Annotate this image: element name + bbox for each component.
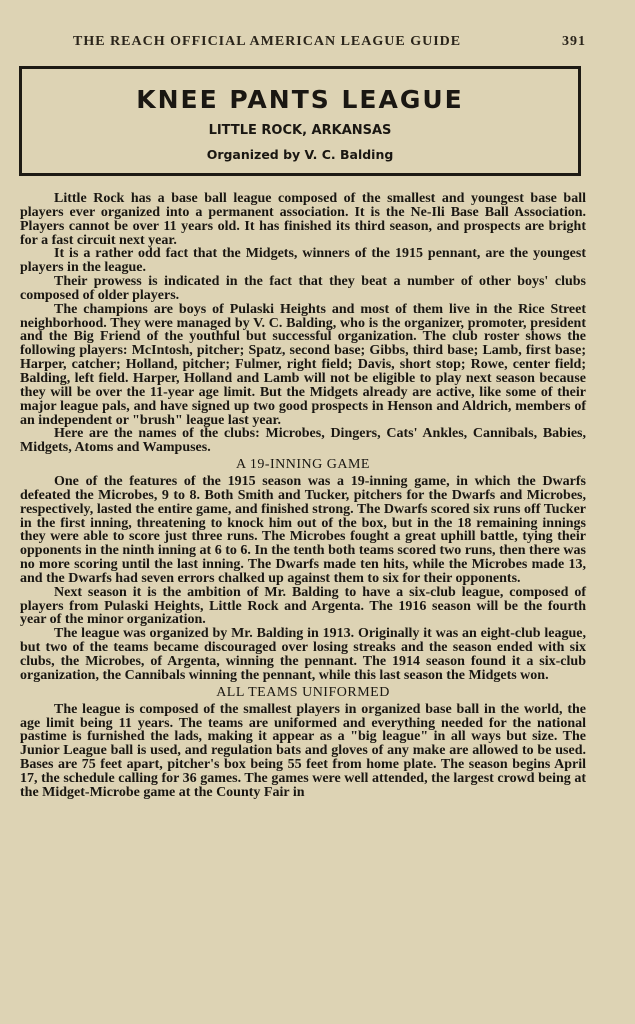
- paragraph: The champions are boys of Pulaski Heights and most of them live in the Rice Street neighborhood. They were managed by V. C. Balding, who is the organizer, promoter, president and the Big Friend of the youthful but successful organization. The club roster shows the following players: McIntosh, pitcher; Spatz, second base; Gibbs, third base; Lamb, first base; Harper, catcher; Holland, pitcher; Fulmer, right field; Davis, short stop; Rowe, center field; Balding, left field. Harper, Holland and Lamb will not be eligible to play next season because they will be over the 11-year age limit. But the Midgets already are active, like some of their major league pals, and have signed up two good prospects in Henson and Aldrich, members of an independent or "brush" league last year.: [20, 301, 586, 428]
- page-number: 391: [562, 34, 586, 49]
- article-title: KNEE PANTS LEAGUE: [136, 85, 464, 114]
- paragraph: Their prowess is indicated in the fact that they beat a number of other boys' clubs composed of older players.: [20, 274, 586, 303]
- paragraph: Little Rock has a base ball league composed of the smallest and youngest base ball players ever organized into a permanent association. It is the Ne-Ili Base Ball Association. Players cannot be over 11 years old. It has finished its third season, and prospects are bright for a fast circuit next year.: [20, 191, 586, 248]
- article-body: [20, 192, 586, 800]
- running-head-title: THE REACH OFFICIAL AMERICAN LEAGUE GUIDE: [73, 34, 462, 49]
- paragraph: The league was organized by Mr. Balding in 1913. Originally it was an eight-club league, but two of the teams became discouraged over losing streaks and the season ended with six clubs, the Microbes, of Argenta, winning the pennant. The 1914 season found it a six-club organization, the Cannibals winning the pennant, while this last season the Midgets won.: [20, 626, 586, 683]
- paragraph: The league is composed of the smallest players in organized base ball in the world, the age limit being 11 years. The teams are uniformed and everything needed for the national pastime is furnished the lads, making it appear as a "big league" in all ways but size. The Junior League ball is used, and regulation bats and gloves of any make are allowed to be used. Bases are 75 feet apart, pitcher's box being 55 feet from home plate. The season begins April 17, the schedule calling for 36 games. The games were well attended, the largest crowd being at the Midget-Microbe game at the County Fair in: [20, 701, 586, 800]
- article-location: LITTLE ROCK, ARKANSAS: [208, 123, 392, 138]
- section-heading: A 19-INNING GAME: [236, 457, 370, 473]
- article-organizer: Organized by V. C. Balding: [206, 147, 394, 162]
- paragraph: Next season it is the ambition of Mr. Balding to have a six-club league, composed of players from Pulaski Heights, Little Rock and Argenta. The 1916 season will be the fourth year of the minor organization.: [20, 584, 586, 628]
- paragraph: One of the features of the 1915 season was a 19-inning game, in which the Dwarfs defeated the Microbes, 9 to 8. Both Smith and Tucker, pitchers for the Dwarfs and Microbes, respectively, lasted the entire game, and finished strong. The Dwarfs scored six runs off Tucker in the first inning, threatening to knock him out of the box, but in the 18 remaining innings they were able to score just three runs. The Microbes fought a great uphill battle, tying their opponents in the ninth inning at 6 to 6. In the tenth both teams scored two runs, then there was no more scoring until the last inning. The Dwarfs made ten hits, while the Microbes made 13, and the Dwarfs had seven errors chalked up against them to six for their opponents.: [20, 474, 586, 586]
- section-heading: ALL TEAMS UNIFORMED: [216, 684, 390, 700]
- header-box: [19, 66, 581, 176]
- paragraph: Here are the names of the clubs: Microbes, Dingers, Cats' Ankles, Cannibals, Babies, Midgets, Atoms and Wampuses.: [20, 426, 586, 456]
- paragraph: It is a rather odd fact that the Midgets, winners of the 1915 pennant, are the youngest players in the league.: [20, 246, 586, 276]
